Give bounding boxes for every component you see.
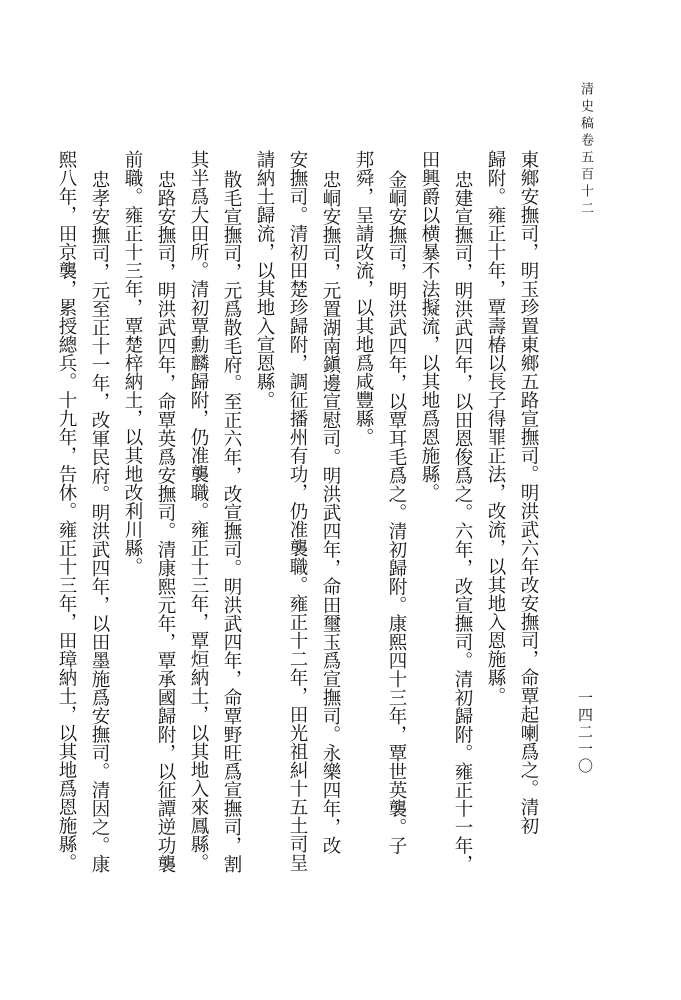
text-column: 忠孝安撫司，元至正十一年，改軍民府。明洪武四年，以田墨施爲安撫司。清因之。康 [89,170,110,873]
text-column: 前職。雍正十三年，覃楚梓納土，以其地改利川縣。 [122,150,143,576]
text-column: 請納土歸流，以其地入宣恩縣。 [254,150,275,409]
text-column: 忠路安撫司，明洪武四年，命覃英爲安撫司。清康熙元年，覃承國歸附，以征譚逆功襲 [155,170,176,873]
running-header: 清史稿卷五百十二 [578,82,593,218]
text-column: 熙八年，田京襲，累授總兵。十九年，告休。雍正十三年，田璋納土，以其地爲恩施縣。 [56,150,77,872]
text-body [56,150,541,880]
page-number: 一四二一〇 [576,690,594,775]
text-column: 東鄉安撫司，明玉珍置東鄉五路宣撫司。明洪武六年改安撫司，命覃起喇爲之。清初 [518,150,539,835]
text-column: 散毛宣撫司，元爲散毛府。至正六年，改宣撫司。明洪武四年，命覃野旺爲宣撫司，割 [221,170,242,873]
text-column: 其半爲大田所。清初覃勳麟歸附，仍准襲職。雍正十三年，覃烜納土，以其地入來鳳縣。 [188,150,209,872]
text-column: 田興爵以横暴不法擬流，以其地爲恩施縣。 [419,150,440,502]
text-column: 忠建宣撫司，明洪武四年，以田恩俊爲之。六年，改宣撫司。清初歸附。雍正十一年， [452,170,473,873]
text-column: 歸附。雍正十年，覃壽椿以長子得罪正法，改流，以其地入恩施縣。 [485,150,506,705]
text-column: 邦舜，呈請改流，以其地爲咸豐縣。 [353,150,374,446]
text-column: 金峒安撫司，明洪武四年，以覃耳毛爲之。清初歸附。康熙四十三年，覃世英襲。子 [386,170,407,855]
text-column: 忠峒安撫司，元置湖南鎭邊宣慰司。明洪武四年，命田璽玉爲宣撫司。永樂四年，改 [320,170,341,855]
text-column: 安撫司。清初田楚珍歸附，調征播州有功，仍准襲職。雍正十二年，田光祖糾十五土司呈 [287,150,308,872]
